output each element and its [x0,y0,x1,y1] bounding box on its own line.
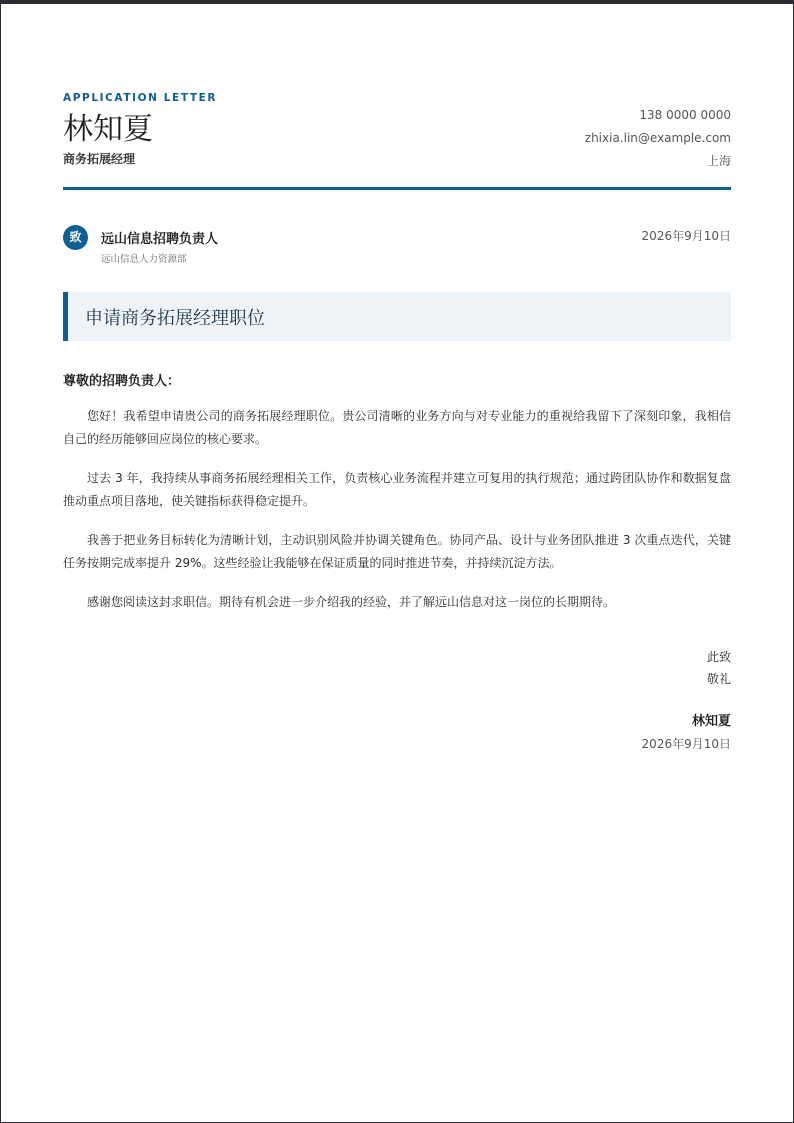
closing-line-1: 此致 [706,650,731,664]
signature-name: 林知夏 [691,714,731,729]
page-border-left [0,0,1,1123]
applicant-name: 林知夏 [63,112,153,147]
closing-block [707,646,731,690]
contact-city: 上海 [706,154,731,168]
window-top-bar [0,0,794,4]
body-paragraph: 您好！我希望申请贵公司的商务拓展经理职位。贵公司清晰的业务方向与对专业能力的重视给我留下了深刻印象，我相信自己的经历能够回应岗位的核心要求。 [63,409,731,446]
contact-phone: 138 0000 0000 [639,108,731,122]
contact-block [585,104,731,173]
recipient-name: 远山信息招聘负责人 [101,232,219,247]
recipient-department: 远山信息人力资源部 [101,254,187,265]
subject-box [63,292,731,341]
letter-body [63,405,731,630]
contact-email: zhixia.lin@example.com [584,131,731,145]
document-eyebrow: APPLICATION LETTER [63,92,218,104]
closing-line-2: 敬礼 [706,672,731,686]
subject-line: 申请商务拓展经理职位 [85,308,265,329]
signature-date: 2026年9月10日 [641,737,731,751]
header-divider [63,187,731,190]
body-paragraph: 过去 3 年，我持续从事商务拓展经理相关工作，负责核心业务流程并建立可复用的执行规范；通过跨团队协作和数据复盘推动重点项目落地，使关键指标获得稳定提升。 [63,471,731,508]
letter-date: 2026年9月10日 [641,229,731,243]
recipient-badge: 致 [63,225,88,250]
body-paragraph: 我善于把业务目标转化为清晰计划，主动识别风险并协调关键角色。协同产品、设计与业务团队推进 3 次重点迭代，关键任务按期完成率提升 29%。这些经验让我能够在保证质量的同时推进节奏，并持续沉淀方法。 [63,533,731,570]
applicant-role: 商务拓展经理 [63,152,136,166]
body-paragraph: 感谢您阅读这封求职信。期待有机会进一步介绍我的经验，并了解远山信息对这一岗位的长期期待。 [87,595,616,609]
salutation: 尊敬的招聘负责人： [63,374,181,389]
